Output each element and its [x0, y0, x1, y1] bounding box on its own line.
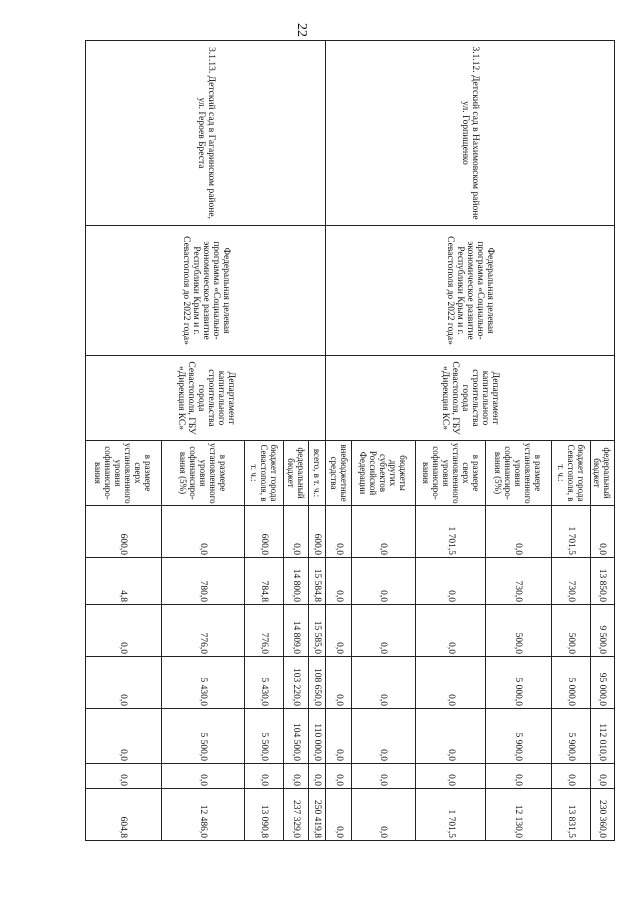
total-cell: 250 419,8: [309, 789, 326, 841]
value-cell: 600,0: [309, 506, 326, 558]
value-cell: 0,0: [86, 764, 162, 789]
funding-source: в размере установленного уровня софинансиро-вания (5%): [161, 441, 244, 506]
value-cell: 600,0: [244, 506, 283, 558]
table-row: [590, 41, 614, 841]
value-cell: 0,0: [326, 506, 351, 558]
value-cell: 5 000,0: [486, 657, 552, 709]
value-cell: 0,0: [416, 558, 486, 605]
value-cell: 0,0: [486, 764, 552, 789]
value-cell: 730,0: [551, 558, 590, 605]
total-cell: 604,8: [86, 789, 162, 841]
funding-source: федеральный бюджет: [590, 441, 614, 506]
funding-source: федеральный бюджет: [283, 441, 308, 506]
value-cell: 0,0: [326, 605, 351, 657]
value-cell: 5 900,0: [551, 709, 590, 764]
value-cell: 0,0: [86, 657, 162, 709]
total-cell: 237 329,0: [283, 789, 308, 841]
value-cell: 104 500,0: [283, 709, 308, 764]
value-cell: 13 850,0: [590, 558, 614, 605]
value-cell: 0,0: [551, 764, 590, 789]
funding-source: бюджеты других субъектов Российской Федерации: [351, 441, 415, 506]
value-cell: 776,0: [161, 605, 244, 657]
value-cell: 14 800,0: [283, 558, 308, 605]
value-cell: 5 900,0: [486, 709, 552, 764]
executor-name: Департамент капитального строительства города Севастополя, ГБУ «Дирекция КС»: [86, 356, 326, 441]
value-cell: 0,0: [283, 764, 308, 789]
total-cell: 12 486,0: [161, 789, 244, 841]
total-cell: 13 831,5: [551, 789, 590, 841]
total-cell: 13 090,8: [244, 789, 283, 841]
value-cell: 776,0: [244, 605, 283, 657]
value-cell: 5 430,0: [244, 657, 283, 709]
value-cell: 0,0: [326, 558, 351, 605]
funding-source: в размере установленного уровня софинансиро-вания (5%): [486, 441, 552, 506]
value-cell: 1 701,5: [416, 506, 486, 558]
value-cell: 500,0: [551, 605, 590, 657]
program-name: Федеральная целевая программа «Социально-экономическое развитие Республики Крым и г. Севастополя до 2022 года»: [326, 226, 615, 356]
value-cell: 4,8: [86, 558, 162, 605]
value-cell: 0,0: [351, 709, 415, 764]
funding-source: бюджет города Севастополя, в т. ч.:: [551, 441, 590, 506]
value-cell: 784,8: [244, 558, 283, 605]
funding-source: в размере сверх установленного уровня софинансиро-вания: [416, 441, 486, 506]
value-cell: 0,0: [351, 558, 415, 605]
value-cell: 5 000,0: [551, 657, 590, 709]
value-cell: 0,0: [309, 764, 326, 789]
value-cell: 500,0: [486, 605, 552, 657]
value-cell: 0,0: [486, 506, 552, 558]
value-cell: 112 010,0: [590, 709, 614, 764]
value-cell: 0,0: [86, 605, 162, 657]
value-cell: 0,0: [86, 709, 162, 764]
executor-name: Департамент капитального строительства города Севастополя, ГБУ «Дирекция КС»: [326, 356, 615, 441]
page-number: 22: [294, 23, 309, 37]
value-cell: 1 701,5: [551, 506, 590, 558]
rotated-table-wrapper: [85, 40, 615, 840]
total-cell: 230 360,0: [590, 789, 614, 841]
value-cell: 0,0: [326, 657, 351, 709]
value-cell: 0,0: [326, 709, 351, 764]
value-cell: 5 500,0: [161, 709, 244, 764]
value-cell: 5 430,0: [161, 657, 244, 709]
value-cell: 5 500,0: [244, 709, 283, 764]
value-cell: 780,0: [161, 558, 244, 605]
object-name: 3.1.13. Детский сад в Гагаринском районе, ул. Героев Бреста: [86, 41, 326, 226]
value-cell: 0,0: [244, 764, 283, 789]
value-cell: 0,0: [590, 506, 614, 558]
value-cell: 0,0: [416, 657, 486, 709]
value-cell: 0,0: [351, 605, 415, 657]
table-row: [309, 41, 326, 841]
total-cell: 12 130,0: [486, 789, 552, 841]
value-cell: 0,0: [351, 506, 415, 558]
funding-source: в размере сверх установленного уровня софинансиро-вания: [86, 441, 162, 506]
object-name: 3.1.12. Детский сад в Нахимовском районе ул. Горпищенко: [326, 41, 615, 226]
value-cell: 110 000,0: [309, 709, 326, 764]
value-cell: 0,0: [590, 764, 614, 789]
funding-source: всего, в т. ч.:: [309, 441, 326, 506]
value-cell: 108 650,0: [309, 657, 326, 709]
value-cell: 15 584,8: [309, 558, 326, 605]
value-cell: 600,0: [86, 506, 162, 558]
value-cell: 14 809,0: [283, 605, 308, 657]
program-name: Федеральная целевая программа «Социально-экономическое развитие Республики Крым и г. Севастополя до 2022 года»: [86, 226, 326, 356]
funding-source: внебюджетные средства: [326, 441, 351, 506]
value-cell: 15 585,0: [309, 605, 326, 657]
total-cell: 1 701,5: [416, 789, 486, 841]
total-cell: 0,0: [351, 789, 415, 841]
value-cell: 0,0: [351, 764, 415, 789]
value-cell: 103 220,0: [283, 657, 308, 709]
value-cell: 0,0: [351, 657, 415, 709]
value-cell: 9 500,0: [590, 605, 614, 657]
funding-source: бюджет города Севастополя, в т. ч.:: [244, 441, 283, 506]
value-cell: 0,0: [283, 506, 308, 558]
total-cell: 0,0: [326, 789, 351, 841]
value-cell: 0,0: [326, 764, 351, 789]
value-cell: 0,0: [161, 506, 244, 558]
funding-table: [85, 40, 615, 841]
value-cell: 0,0: [416, 709, 486, 764]
value-cell: 0,0: [416, 764, 486, 789]
value-cell: 95 000,0: [590, 657, 614, 709]
value-cell: 0,0: [161, 764, 244, 789]
value-cell: 0,0: [416, 605, 486, 657]
value-cell: 730,0: [486, 558, 552, 605]
